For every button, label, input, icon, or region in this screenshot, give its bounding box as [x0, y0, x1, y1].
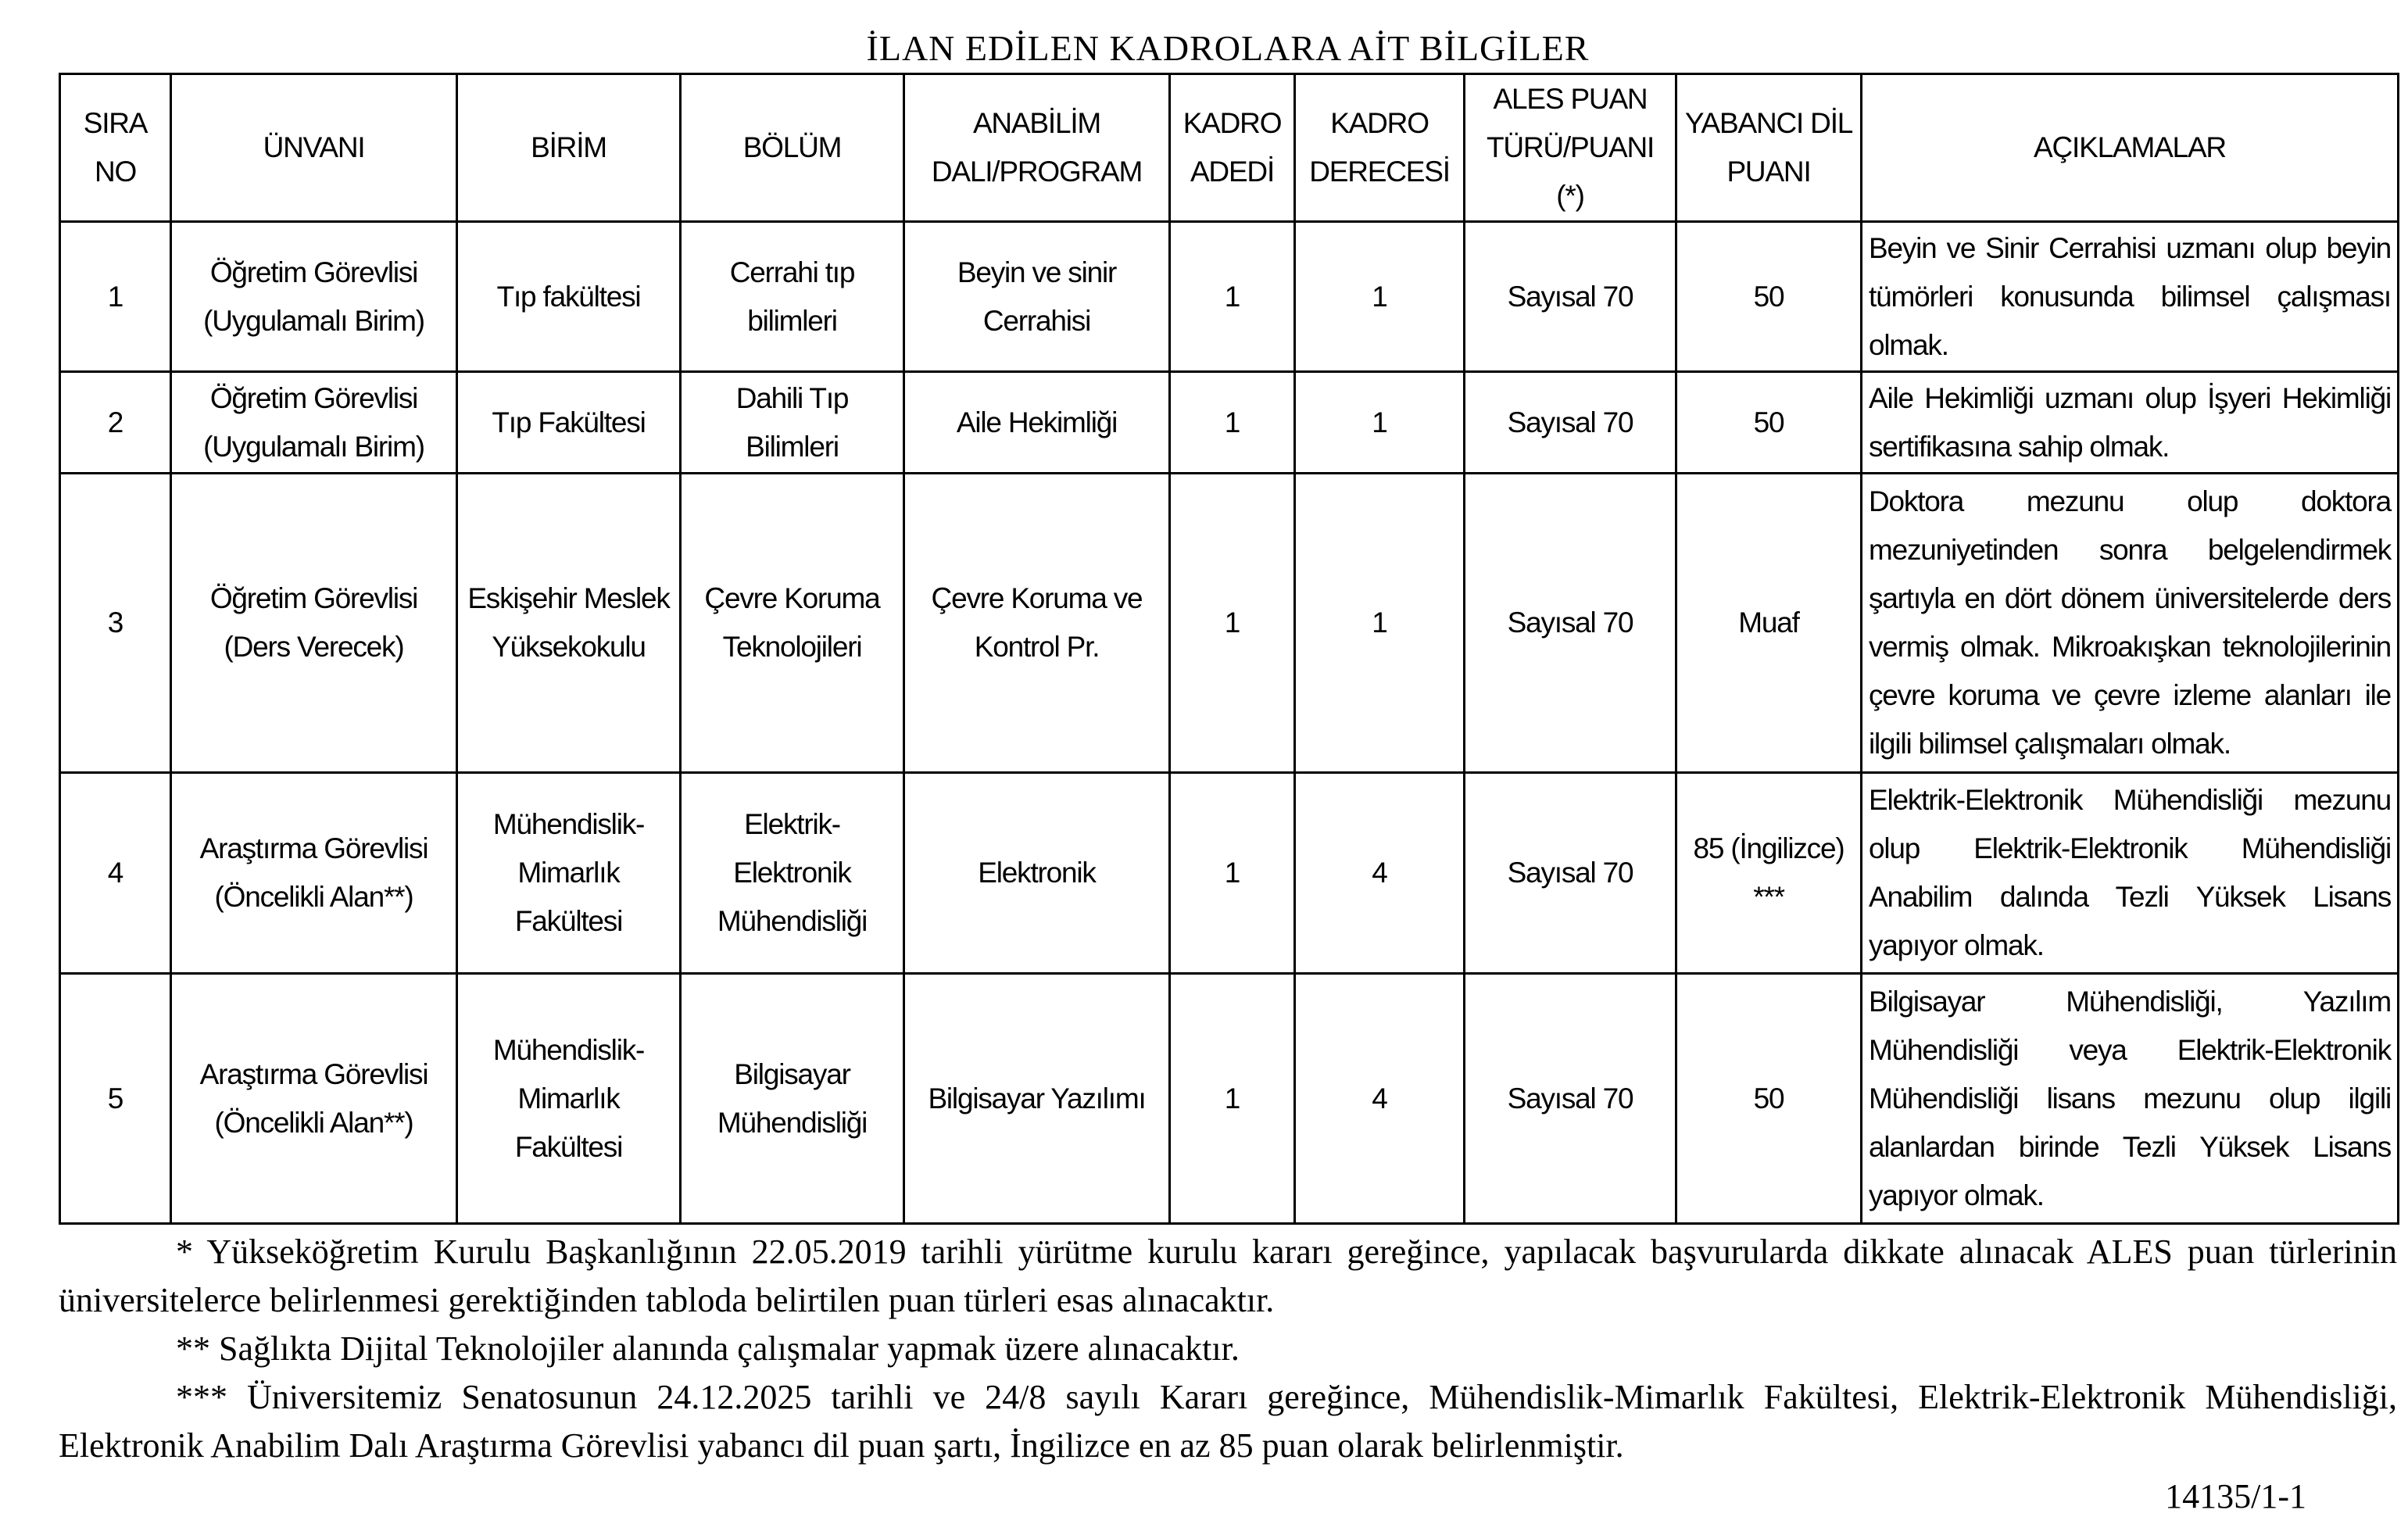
header-ales: ALES PUAN TÜRÜ/PUANI (*): [1465, 74, 1676, 222]
cell-dil: 50: [1676, 372, 1862, 474]
cell-derece: 1: [1295, 474, 1465, 773]
cell-aciklama: Doktora mezunu olup doktora mezuniyetinden sonra belgelendirmek şartıyla en dört dönem üniversitelerde ders vermiş olmak. Mikroakışkan teknolojilerinin çevre koruma ve çevre izleme alanları ile ilgili bilimsel çalışmaları olmak.: [1862, 474, 2399, 773]
header-adet: KADRO ADEDİ: [1170, 74, 1295, 222]
cell-no: 5: [60, 974, 171, 1224]
cell-bolum: Çevre Koruma Teknolojileri: [681, 474, 904, 773]
cell-derece: 1: [1295, 372, 1465, 474]
table-row: [60, 974, 2399, 1224]
cell-adet: 1: [1170, 773, 1295, 974]
cell-birim: Eskişehir Meslek Yüksekokulu: [457, 474, 681, 773]
table-row: [60, 773, 2399, 974]
header-dil: YABANCI DİL PUANI: [1676, 74, 1862, 222]
cell-bolum: Cerrahi tıp bilimleri: [681, 222, 904, 372]
cell-unvan: Öğretim Görevlisi (Uygulamalı Birim): [171, 222, 457, 372]
cell-anabilim: Beyin ve sinir Cerrahisi: [904, 222, 1170, 372]
header-birim: BİRİM: [457, 74, 681, 222]
header-aciklama: AÇIKLAMALAR: [1862, 74, 2399, 222]
cell-aciklama: Aile Hekimliği uzmanı olup İşyeri Hekimliği sertifikasına sahip olmak.: [1862, 372, 2399, 474]
page-title: İLAN EDİLEN KADROLARA AİT BİLGİLER: [866, 28, 1590, 68]
header-derece: KADRO DERECESİ: [1295, 74, 1465, 222]
cell-unvan: Öğretim Görevlisi (Ders Verecek): [171, 474, 457, 773]
cell-anabilim: Elektronik: [904, 773, 1170, 974]
cell-no: 4: [60, 773, 171, 974]
header-unvan: ÜNVANI: [171, 74, 457, 222]
header-row: [60, 74, 2399, 222]
footnote-2: ** Sağlıkta Dijital Teknolojiler alanında çalışmalar yapmak üzere alınacaktır.: [176, 1329, 1240, 1368]
cell-ales: Sayısal 70: [1465, 222, 1676, 372]
cell-birim: Tıp fakültesi: [457, 222, 681, 372]
cell-unvan: Araştırma Görevlisi (Öncelikli Alan**): [171, 974, 457, 1224]
cell-birim: Mühendislik-Mimarlık Fakültesi: [457, 974, 681, 1224]
cell-unvan: Öğretim Görevlisi (Uygulamalı Birim): [171, 372, 457, 474]
cell-dil: 50: [1676, 222, 1862, 372]
cell-ales: Sayısal 70: [1465, 773, 1676, 974]
cell-dil: 50: [1676, 974, 1862, 1224]
cell-derece: 4: [1295, 974, 1465, 1224]
cell-adet: 1: [1170, 222, 1295, 372]
cell-ales: Sayısal 70: [1465, 474, 1676, 773]
page-number: 14135/1-1: [2165, 1477, 2306, 1515]
cell-dil: Muaf: [1676, 474, 1862, 773]
cell-birim: Mühendislik-Mimarlık Fakültesi: [457, 773, 681, 974]
cell-bolum: Bilgisayar Mühendisliği: [681, 974, 904, 1224]
cell-no: 1: [60, 222, 171, 372]
cell-aciklama: Bilgisayar Mühendisliği, Yazılım Mühendisliği veya Elektrik-Elektronik Mühendisliği lisans mezunu olup ilgili alanlardan birinde Tezli Yüksek Lisans yapıyor olmak.: [1862, 974, 2399, 1224]
cell-unvan: Araştırma Görevlisi (Öncelikli Alan**): [171, 773, 457, 974]
cell-bolum: Elektrik-Elektronik Mühendisliği: [681, 773, 904, 974]
positions-table: [59, 73, 2399, 1225]
cell-birim: Tıp Fakültesi: [457, 372, 681, 474]
cell-aciklama: Elektrik-Elektronik Mühendisliği mezunu olup Elektrik-Elektronik Mühendisliği Anabilim dalında Tezli Yüksek Lisans yapıyor olmak.: [1862, 773, 2399, 974]
header-sira: SIRA NO: [60, 74, 171, 222]
cell-anabilim: Aile Hekimliği: [904, 372, 1170, 474]
cell-derece: 1: [1295, 222, 1465, 372]
cell-dil: 85 (İngilizce) ***: [1676, 773, 1862, 974]
page-number-line: [59, 1476, 2397, 1517]
cell-ales: Sayısal 70: [1465, 372, 1676, 474]
cell-adet: 1: [1170, 974, 1295, 1224]
footnote-3: *** Üniversitemiz Senatosunun 24.12.2025 tarihli ve 24/8 sayılı Kararı gereğince, Mühendislik-Mimarlık Fakültesi, Elektrik-Elektronik Mühendisliği, Elektronik Anabilim Dalı Araştırma Görevlisi yabancı dil puan şartı, İngilizce en az 85 puan olarak belirlenmiştir.: [59, 1378, 2397, 1465]
footnote-1: * Yükseköğretim Kurulu Başkanlığının 22.05.2019 tarihli yürütme kurulu kararı gereğince, yapılacak başvurularda dikkate alınacak ALES puan türlerinin üniversitelerce belirlenmesi gerektiğinden tabloda belirtilen puan türleri esas alınacaktır.: [59, 1233, 2397, 1319]
cell-adet: 1: [1170, 372, 1295, 474]
cell-anabilim: Bilgisayar Yazılımı: [904, 974, 1170, 1224]
cell-bolum: Dahili Tıp Bilimleri: [681, 372, 904, 474]
cell-no: 3: [60, 474, 171, 773]
header-bolum: BÖLÜM: [681, 74, 904, 222]
cell-derece: 4: [1295, 773, 1465, 974]
table-row: [60, 222, 2399, 372]
table-row: [60, 372, 2399, 474]
cell-ales: Sayısal 70: [1465, 974, 1676, 1224]
cell-no: 2: [60, 372, 171, 474]
header-anabilim: ANABİLİM DALI/PROGRAM: [904, 74, 1170, 222]
cell-aciklama: Beyin ve Sinir Cerrahisi uzmanı olup beyin tümörleri konusunda bilimsel çalışması olmak.: [1862, 222, 2399, 372]
table-row: [60, 474, 2399, 773]
cell-adet: 1: [1170, 474, 1295, 773]
footnotes: [59, 1228, 2397, 1470]
cell-anabilim: Çevre Koruma ve Kontrol Pr.: [904, 474, 1170, 773]
